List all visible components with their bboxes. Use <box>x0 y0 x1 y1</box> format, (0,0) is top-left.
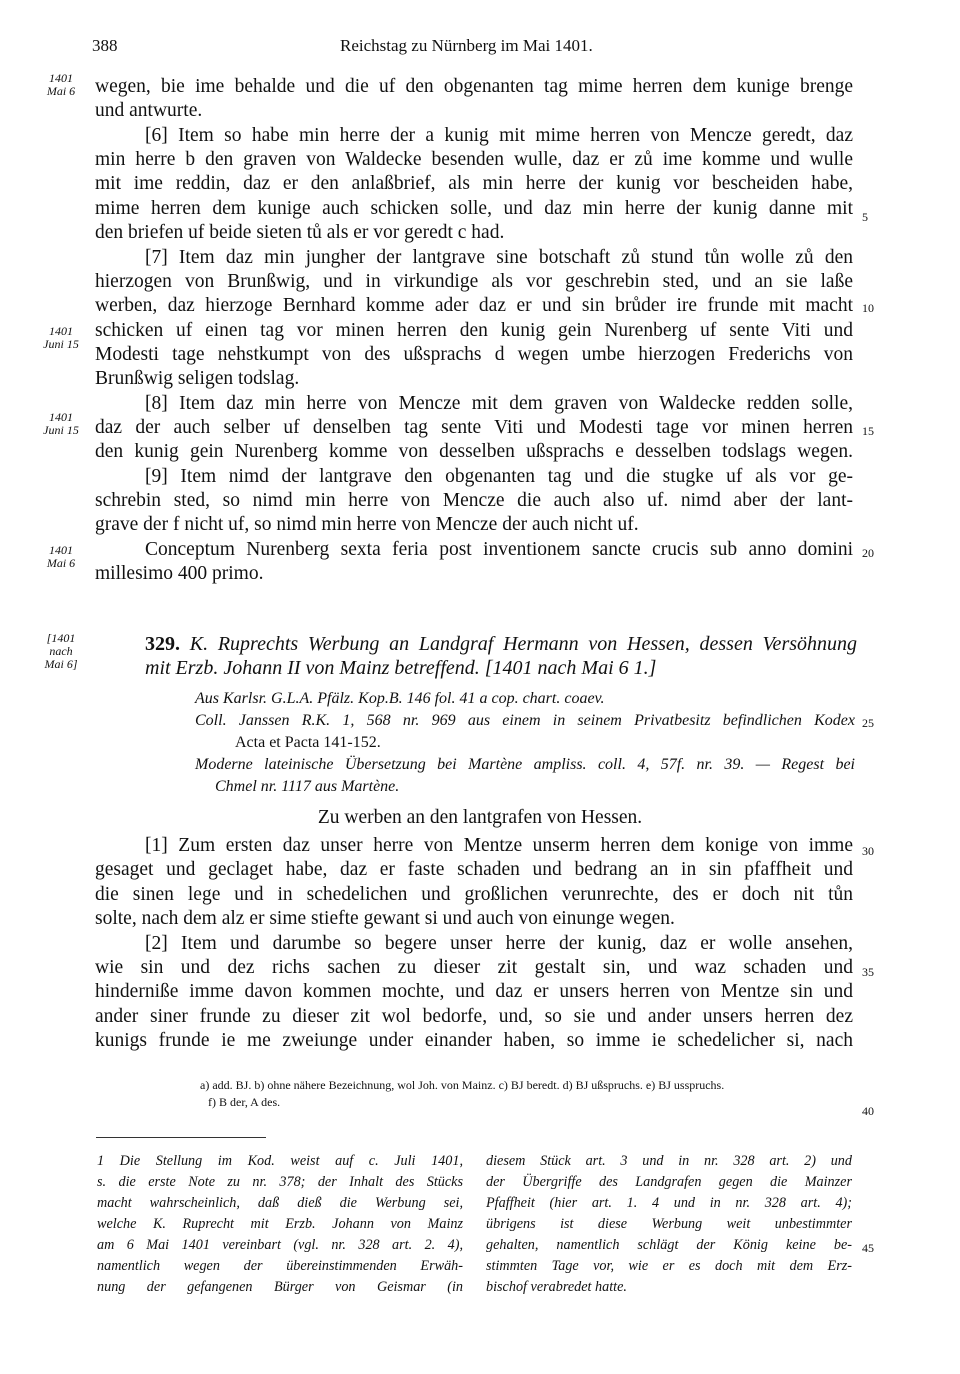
margin-date: 1401 Mai 6 <box>46 71 76 98</box>
text-line: ander siner frunde zu dieser zit wol bedorfe, und, so sie und ander unsers herren dez <box>95 1006 853 1027</box>
line-number: 35 <box>862 965 874 979</box>
footnote-line: macht wahrscheinlich, daß dieß die Werbung sei, <box>97 1195 463 1211</box>
text-line: hierzogen von Brunßwig, und in virkundige als vor geschrebin sted, und an sie laße <box>95 271 853 292</box>
footnote-line: der Übergriffe des Landgrafen gegen die Mainzer <box>486 1174 852 1190</box>
text-line: mit ime reddin, daz er den anlaßbrief, als min herre der kunig vor bescheiden habe, <box>95 173 853 194</box>
source-line: Moderne lateinische Übersetzung bei Martène ampliss. coll. 4, 57f. nr. 39. — Regest bei <box>195 756 855 773</box>
footnote-line: übrigens ist diese Werbung weit unbestimmter <box>486 1216 852 1232</box>
footnote-line: s. die erste Note zu nr. 378; der Inhalt des Stücks <box>97 1174 463 1190</box>
footnote-line: am 6 Mai 1401 vereinbart (vgl. nr. 328 art. 2. 4), <box>97 1237 463 1253</box>
margin-date: [1401 nach Mai 6] <box>44 631 78 671</box>
text-line: Conceptum Nurenberg sexta feria post inventionem sancte crucis sub anno domini <box>145 539 853 560</box>
text-line: min herre b den graven von Waldecke besenden wulle, daz er zů ime komme und wulle <box>95 149 853 170</box>
line-number: 30 <box>862 844 874 858</box>
text-line: den briefen uf beide sieten tů als er vor geredt c had. <box>95 222 505 243</box>
text-line: kunigs frunde ie me zweiunge under einander haben, so imme ie schedelicher si, nach <box>95 1030 853 1051</box>
line-number: 25 <box>862 716 874 730</box>
text-line: daz der auch selber uf denselben tag sente Viti und Modesti tage vor minen herren <box>95 417 853 438</box>
text-line: werben, daz hierzoge Bernhard komme ader daz er und sin brůder ire frunde mit macht <box>95 295 853 316</box>
section-heading: Zu werben an den lantgrafen von Hessen. <box>317 807 643 828</box>
source-line: Aus Karlsr. G.L.A. Pfälz. Kop.B. 146 fol. 41 a cop. chart. coaev. <box>195 690 605 707</box>
source-line: Coll. Janssen R.K. 1, 568 nr. 969 aus einem in seinem Privatbesitz befindlichen Kodex <box>195 712 855 729</box>
footnote-line: namentlich wegen der übereinstimmenden Erwäh- <box>97 1258 463 1274</box>
source-line: Acta et Pacta 141-152. <box>235 734 381 751</box>
line-number: 20 <box>862 546 874 560</box>
text-line: Brunßwig seligen todslag. <box>95 368 300 389</box>
text-line: hinderniße imme davon kommen mochte, und daz er unsers herren von Mentze sin und <box>95 981 853 1002</box>
text-line: schicken uf einen tag vor minen herren den kunig gein Nurenberg uf sente Viti und <box>95 320 853 341</box>
document-number: 329. <box>145 633 180 655</box>
text-line: wie sin und dez richs sachen zu dieser zit gestalt sin, und waz schaden und <box>95 957 853 978</box>
text-line: [1] Zum ersten daz unser herre von Mentze unserm herren dem konige von imme <box>145 835 853 856</box>
text-line: und antwurte. <box>95 100 203 121</box>
text-line: Modesti tage nehstkumpt von des ußsprachs d wegen umbe hierzogen Frederichs von <box>95 344 853 365</box>
source-line: Chmel nr. 1117 aus Martène. <box>215 778 400 795</box>
text-line: solte, nach dem alz er sime stiefte gewant si und auch von einunge wegen. <box>95 908 675 929</box>
document-title-second: mit Erzb. Johann II von Mainz betreffend. [1401 nach Mai 6 1.] <box>145 657 657 679</box>
text-line: wegen, bie ime behalde und die uf den obgenanten tag mime herren dem kunige brenge <box>95 76 853 97</box>
line-number: 40 <box>862 1104 874 1118</box>
margin-date: 1401 Mai 6 <box>46 543 76 570</box>
text-line: [9] Item nimd der lantgrave den obgenanten tag und die stugke uf als vor ge- <box>145 466 853 487</box>
margin-date: 1401 Juni 15 <box>43 324 79 351</box>
text-line: millesimo 400 primo. <box>95 563 264 584</box>
variant-footnote: a) add. BJ. b) ohne nähere Bezeichnung, wol Joh. von Mainz. c) BJ beredt. d) BJ ußspruchs. e) BJ usspruchs. <box>200 1078 725 1092</box>
text-line: [8] Item daz min herre von Mencze mit dem graven von Waldecke redden solle, <box>145 393 853 414</box>
text-line: mime herren dem kunige auch schicken solle, und daz min herre der kunig danne mit <box>95 198 853 219</box>
page-header <box>0 36 960 60</box>
footnote-line: Pfaffheit (hier art. 1. 4 und in nr. 328 art. 4); <box>486 1195 852 1211</box>
text-line: gesaget und geclaget habe, daz er faste schaden und bedrang an in sin pfaffheit und <box>95 859 853 880</box>
footnote-line: welche K. Ruprecht mit Erzb. Johann von Mainz <box>97 1216 463 1232</box>
footnote-line: nung der gefangenen Bürger von Geismar (in <box>97 1279 463 1295</box>
margin-date: 1401 Juni 15 <box>43 410 79 437</box>
line-number: 10 <box>862 301 874 315</box>
text-line: den kunig gein Nurenberg komme von desselben ußsprachs e desselben todslags wegen. <box>95 441 853 462</box>
line-number: 5 <box>862 210 868 224</box>
document-title <box>145 632 857 656</box>
document-title-line-1: K. Ruprechts Werbung an Landgraf Hermann von Hessen, dessen Versöhnung <box>189 633 858 655</box>
page-number: 388 <box>92 36 118 55</box>
footnote-line: bischof verabredet hatte. <box>486 1279 627 1295</box>
footnote-separator <box>96 1137 266 1138</box>
text-line: grave der f nicht uf, so nimd min herre von Mencze der auch nicht uf. <box>95 514 639 535</box>
variant-footnote: f) B der, A des. <box>208 1095 281 1109</box>
footnote-line: diesem Stück art. 3 und in nr. 328 art. 2) und <box>486 1153 852 1169</box>
text-line: schrebin sted, so nimd min herre von Mencze die auch also uf. nimd aber der lant- <box>95 490 853 511</box>
running-title: Reichstag zu Nürnberg im Mai 1401. <box>340 36 593 55</box>
footnote-line: stimmten Tage vor, wie er es doch mit dem Erz- <box>486 1258 852 1274</box>
line-number: 45 <box>862 1241 874 1255</box>
text-line: die sinen lege und in schedelichen und großlichen verunrechte, des er doch nit tůn <box>95 884 853 905</box>
footnote-line: 1 Die Stellung im Kod. weist auf c. Juli 1401, <box>97 1153 463 1169</box>
footnote-line: gehalten, namentlich schlägt der König keine be- <box>486 1237 852 1253</box>
text-line: [2] Item und darumbe so begere unser herre der kunig, daz er wolle ansehen, <box>145 933 853 954</box>
line-number: 15 <box>862 424 874 438</box>
text-line: [6] Item so habe min herre der a kunig mit mime herren von Mencze geredt, daz <box>145 125 853 146</box>
text-line: [7] Item daz min jungher der lantgrave sine botschaft zů stund tůn wolle zů den <box>145 247 853 268</box>
